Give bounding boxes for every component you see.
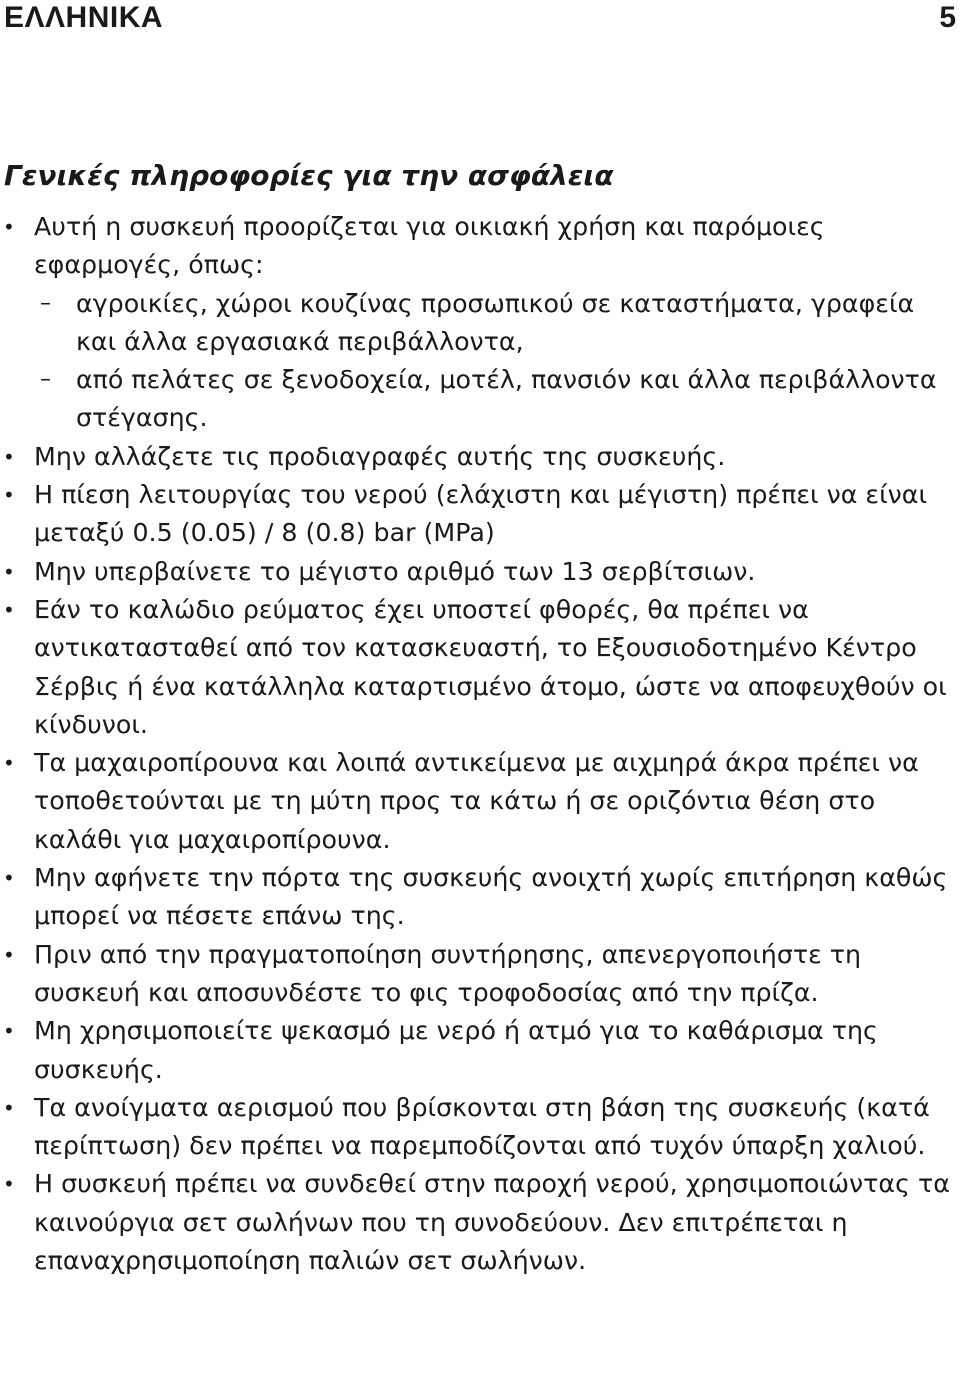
list-item-text: Αυτή η συσκευή προορίζεται για οικιακή χρήση και παρόμοιες εφαρμογές, όπως: [34, 212, 825, 280]
header-language-title: ΕΛΛΗΝΙΚΑ [4, 1, 164, 34]
list-item-text: Μη χρησιμοποιείτε ψεκασμό με νερό ή ατμό για το καθάρισμα της συσκευής. [34, 1016, 878, 1084]
bullet-marker: • [3, 597, 15, 622]
list-item-text: Πριν από την πραγματοποίηση συντήρησης, απενεργοποιήστε τη συσκευή και αποσυνδέστε το φις τροφοδοσίας από την πρίζα. [34, 939, 862, 1007]
safety-list [0, 208, 950, 1280]
list-item-text: Τα ανοίγματα αερισμού που βρίσκονται στη βάση της συσκευής (κατά περίπτωση) δεν πρέπει να παρεμποδίζονται από τυχόν ύπαρξη χαλιού. [34, 1092, 930, 1161]
list-item [0, 208, 950, 285]
bullet-marker: • [3, 1095, 15, 1120]
bullet-marker: • [3, 1172, 15, 1197]
bullet-marker: • [3, 942, 15, 967]
list-item [0, 591, 950, 744]
list-item-text: Μην αλλάζετε τις προδιαγραφές αυτής της συσκευής. [34, 441, 726, 471]
list-item-text: Εάν το καλώδιο ρεύματος έχει υποστεί φθορές, θα πρέπει να αντικατασταθεί από τον κατασκευαστή, το Εξουσιοδοτημένο Κέντρο Σέρβις ή ένα κατάλληλα καταρτισμένο άτομο, ώστε να αποφευχθούν οι κίνδυνοι. [34, 594, 947, 739]
bullet-marker: • [3, 751, 15, 776]
list-item [0, 553, 950, 591]
list-item [0, 1165, 950, 1280]
bullet-marker: • [3, 559, 15, 584]
bullet-marker: • [3, 483, 15, 508]
bullet-marker: • [3, 215, 15, 239]
section-title: Γενικές πληροφορίες για την ασφάλεια [4, 159, 614, 192]
dash-marker: – [40, 290, 51, 316]
list-item [0, 1089, 950, 1166]
sub-list-item-text: αγροικίες, χώροι κουζίνας προσωπικού σε καταστήματα, γραφεία και άλλα εργασιακά περιβάλλοντα, [76, 288, 915, 356]
list-item-text: Η πίεση λειτουργίας του νερού (ελάχιστη και μέγιστη) πρέπει να είναι μεταξύ 0.5 (0.05) / 8 (0.8) bar (MPa) [34, 480, 928, 548]
bullet-marker: • [3, 866, 15, 891]
bullet-marker: • [3, 1019, 15, 1044]
list-item [0, 438, 950, 476]
list-item [0, 936, 950, 1013]
list-item [0, 476, 950, 553]
list-item-text: Η συσκευή πρέπει να συνδεθεί στην παροχή νερού, χρησιμοποιώντας τα καινούργια σετ σωλήνων που τη συνοδεύουν. Δεν επιτρέπεται η επαναχρησιμοποίηση παλιών σετ σωλήνων. [34, 1169, 950, 1276]
sub-list-item [0, 361, 950, 438]
list-item-text: Τα μαχαιροπίρουνα και λοιπά αντικείμενα με αιχμηρά άκρα πρέπει να τοποθετούνται με τη μύτη προς τα κάτω ή σε οριζόντια θέση στο καλάθι για μαχαιροπίρουνα. [34, 748, 919, 854]
list-item [0, 1012, 950, 1089]
page-number: 5 [939, 1, 956, 34]
sub-list-item [0, 285, 950, 362]
dash-marker: – [40, 367, 51, 393]
bullet-marker: • [3, 444, 15, 469]
list-item-text: Μην υπερβαίνετε το μέγιστο αριθμό των 13 σερβίτσιων. [34, 556, 756, 586]
list-item [0, 859, 950, 936]
page-header [0, 0, 960, 40]
list-item [0, 744, 950, 859]
list-item-text: Μην αφήνετε την πόρτα της συσκευής ανοιχτή χωρίς επιτήρηση καθώς μπορεί να πέσετε επάνω της. [34, 863, 948, 931]
sub-list-item-text: από πελάτες σε ξενοδοχεία, μοτέλ, πανσιόν και άλλα περιβάλλοντα στέγασης. [76, 365, 937, 433]
